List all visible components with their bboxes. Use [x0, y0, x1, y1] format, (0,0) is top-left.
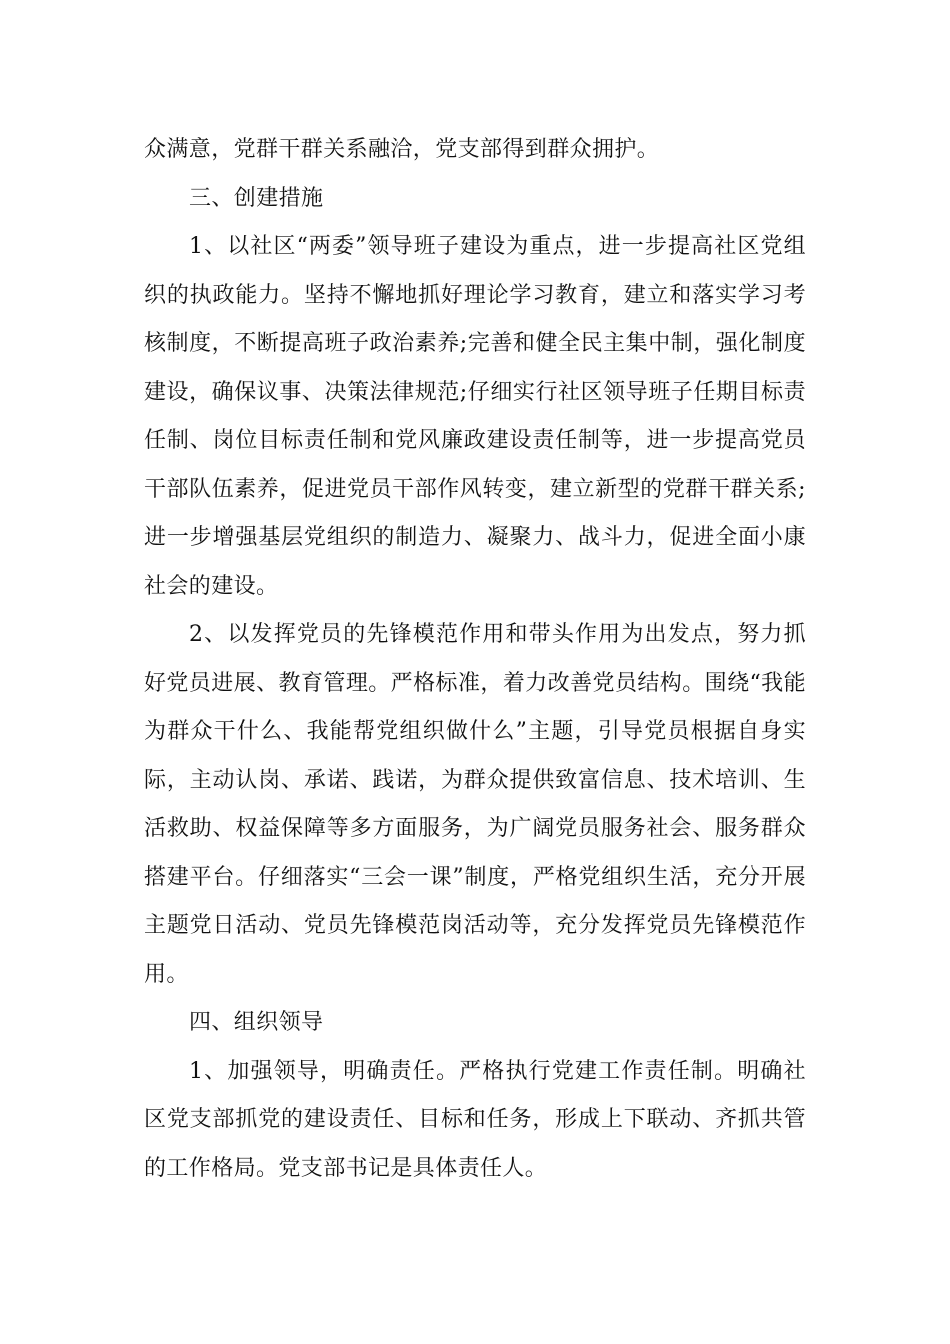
section-heading-leadership: 四、组织领导 — [189, 1010, 324, 1035]
document-body — [144, 126, 806, 1193]
paragraph-measure-2: 2、以发挥党员的先锋模范作用和带头作用为出发点，努力抓好党员进展、教育管理。严格标准，着力改善党员结构。围绕“我能为群众干什么、我能帮党组织做什么”主题，引导党员根据自身实际，主动认岗、承诺、践诺，为群众提供致富信息、技术培训、生活救助、权益保障等多方面服务，为广阔党员服务社会、服务群众搭建平台。仔细落实“三会一课”制度，严格党组织生活，充分开展主题党日活动、党员先锋模范岗活动等，充分发挥党员先锋模范作用。 — [144, 622, 806, 987]
section-heading-measures: 三、创建措施 — [189, 185, 324, 211]
paragraph-leadership-1: 1、加强领导，明确责任。严格执行党建工作责任制。明确社区党支部抓党的建设责任、目标和任务，形成上下联动、齐抓共管的工作格局。党支部书记是具体责任人。 — [144, 1058, 806, 1181]
paragraph-continuation: 众满意，党群干群关系融洽，党支部得到群众拥护。 — [144, 137, 660, 162]
paragraph-measure-1: 1、以社区“两委”领导班子建设为重点，进一步提高社区党组织的执政能力。坚持不懈地抓好理论学习教育，建立和落实学习考核制度，不断提高班子政治素养;完善和健全民主集中制，强化制度建设，确保议事、决策法律规范;仔细实行社区领导班子任期目标责任制、岗位目标责任制和党风廉政建设责任制等，进一步提高党员干部队伍素养，促进党员干部作风转变，建立新型的党群干群关系;进一步增强基层党组织的制造力、凝聚力、战斗力，促进全面小康社会的建设。 — [144, 234, 806, 599]
